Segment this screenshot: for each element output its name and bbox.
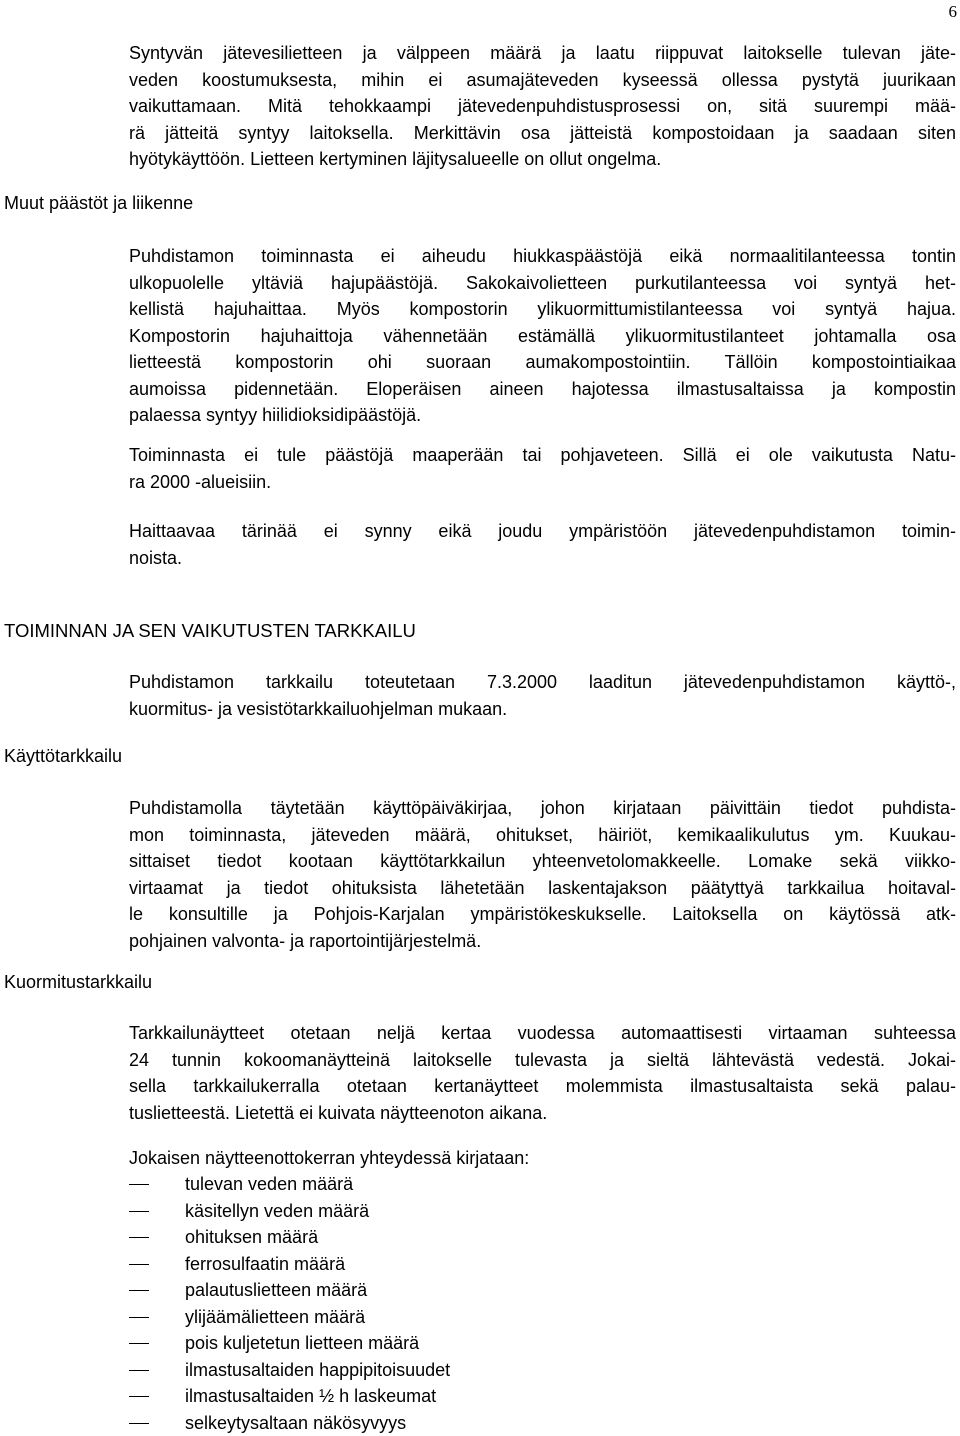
list-item bbox=[129, 1277, 450, 1304]
dash-icon bbox=[129, 1396, 149, 1397]
dash-icon bbox=[129, 1317, 149, 1318]
dash-icon bbox=[129, 1184, 149, 1185]
text-line: kuormitus- ja vesistötarkkailuohjelman mukaan. bbox=[129, 698, 508, 719]
page-number: 6 bbox=[948, 2, 957, 21]
list-item bbox=[129, 1251, 450, 1278]
text-line: sella tarkkailukerralla otetaan kertanäytteet molemmista ilmastusaltaista sekä palau- bbox=[129, 1076, 956, 1096]
list-item-label: ilmastusaltaiden ½ h laskeumat bbox=[185, 1386, 437, 1406]
text-line: kellistä hajuhaittaa. Myös kompostorin ylikuormittumistilanteessa voi syntyä hajua. bbox=[129, 299, 956, 319]
dash-icon bbox=[129, 1264, 149, 1265]
paragraph-hajupaastot bbox=[129, 243, 956, 429]
text-line: aumoissa pidennetään. Eloperäisen aineen hajotessa ilmastusaltaissa ja kompostin bbox=[129, 378, 956, 399]
text-line: noista. bbox=[129, 547, 183, 568]
text-line: Haittaavaa tärinää ei synny eikä joudu ympäristöön jätevedenpuhdistamon toimin- bbox=[129, 521, 956, 541]
bullet-intro: Jokaisen näytteenottokerran yhteydessä kirjataan: bbox=[129, 1148, 530, 1168]
side-heading-kuormitustarkkailu: Kuormitustarkkailu bbox=[4, 972, 153, 992]
text-line: ra 2000 -alueisiin. bbox=[129, 471, 272, 492]
text-line: 24 tunnin kokoomanäytteinä laitokselle tulevasta ja sieltä lähtevästä vedestä. Jokai- bbox=[129, 1049, 956, 1070]
text-line: Toiminnasta ei tule päästöjä maaperään tai pohjaveteen. Sillä ei ole vaikutusta Natu- bbox=[129, 445, 956, 465]
list-item-label: ilmastusaltaiden happipitoisuudet bbox=[185, 1359, 451, 1380]
side-heading-muut-paastot: Muut päästöt ja liikenne bbox=[4, 193, 194, 213]
text-line: vaikuttamaan. Mitä tehokkaampi jätevedenpuhdistusprosessi on, sitä suurempi mää- bbox=[129, 96, 956, 116]
list-item bbox=[129, 1198, 450, 1225]
text-line: ulkopuolelle yltäviä hajupäästöjä. Sakokaivolietteen purkutilanteessa voi syntyä het- bbox=[129, 272, 956, 293]
list-item-label: palautuslietteen määrä bbox=[185, 1280, 368, 1300]
text-line: Syntyvän jätevesilietteen ja välppeen määrä ja laatu riippuvat laitokselle tulevan jäte- bbox=[129, 43, 956, 63]
text-line: rä jätteitä syntyy laitoksella. Merkittävin osa jätteistä kompostoidaan ja saadaan siten bbox=[129, 122, 956, 143]
side-heading-kayttotarkkailu: Käyttötarkkailu bbox=[4, 746, 123, 766]
list-item-label: ylijäämälietteen määrä bbox=[185, 1306, 366, 1327]
list-item bbox=[129, 1410, 450, 1436]
text-line: pohjainen valvonta- ja raportointijärjestelmä. bbox=[129, 930, 482, 951]
list-item bbox=[129, 1171, 450, 1198]
paragraph-liete bbox=[129, 40, 956, 173]
text-line: palaessa syntyy hiilidioksidipäästöjä. bbox=[129, 405, 422, 425]
dash-icon bbox=[129, 1343, 149, 1344]
list-item bbox=[129, 1330, 450, 1357]
text-line: tuslietteestä. Lietettä ei kuivata näytteenoton aikana. bbox=[129, 1102, 548, 1123]
text-line: Puhdistamon toiminnasta ei aiheudu hiukkaspäästöjä eikä normaalitilanteessa tontin bbox=[129, 246, 956, 266]
dash-icon bbox=[129, 1211, 149, 1212]
list-item bbox=[129, 1383, 450, 1410]
section-heading: TOIMINNAN JA SEN VAIKUTUSTEN TARKKAILU bbox=[4, 620, 416, 641]
text-line: lietteestä kompostorin ohi suoraan aumakompostointiin. Tällöin kompostointiaikaa bbox=[129, 352, 956, 372]
list-item-label: ferrosulfaatin määrä bbox=[185, 1253, 346, 1274]
list-item bbox=[129, 1304, 450, 1331]
dash-icon bbox=[129, 1423, 149, 1424]
dash-icon bbox=[129, 1237, 149, 1238]
paragraph-maapera bbox=[129, 442, 956, 495]
paragraph-tarina bbox=[129, 518, 956, 571]
list-item-label: pois kuljetetun lietteen määrä bbox=[185, 1333, 420, 1353]
list-item-label: ohituksen määrä bbox=[185, 1227, 319, 1247]
text-line: le konsultille ja Pohjois-Karjalan ympäristökeskukselle. Laitoksella on käytössä atk- bbox=[129, 904, 956, 924]
text-line: hyötykäyttöön. Lietteen kertyminen läjitysalueelle on ollut ongelma. bbox=[129, 149, 662, 169]
text-line: virtaamat ja tiedot ohituksista lähetetään laskentajakson päätyttyä tarkkailua hoitaval- bbox=[129, 877, 956, 898]
text-line: mon toiminnasta, jäteveden määrä, ohitukset, häiriöt, kemikaalikulutus ym. Kuukau- bbox=[129, 824, 956, 845]
list-item-label: tulevan veden määrä bbox=[185, 1174, 354, 1194]
paragraph-tarkkailu bbox=[129, 669, 956, 722]
list-item-label: käsitellyn veden määrä bbox=[185, 1200, 370, 1221]
text-line: Puhdistamon tarkkailu toteutetaan 7.3.2000 laaditun jätevedenpuhdistamon käyttö-, bbox=[129, 672, 956, 692]
text-line: Kompostorin hajuhaittoja vähennetään estämällä ylikuormitustilanteet johtamalla osa bbox=[129, 325, 956, 346]
text-line: veden koostumuksesta, mihin ei asumajäteveden kyseessä ollessa pystytä juurikaan bbox=[129, 69, 956, 90]
dash-icon bbox=[129, 1370, 149, 1371]
text-line: sittaiset tiedot kootaan käyttötarkkailun yhteenvetolomakkeelle. Lomake sekä viikko- bbox=[129, 851, 956, 871]
list-item bbox=[129, 1224, 450, 1251]
dash-icon bbox=[129, 1290, 149, 1291]
list-item bbox=[129, 1357, 450, 1384]
list-item-label: selkeytysaltaan näkösyvyys bbox=[185, 1412, 407, 1433]
bullet-list bbox=[129, 1171, 450, 1436]
text-line: Tarkkailunäytteet otetaan neljä kertaa vuodessa automaattisesti virtaaman suhteessa bbox=[129, 1023, 956, 1043]
text-line: Puhdistamolla täytetään käyttöpäiväkirjaa, johon kirjataan päivittäin tiedot puhdista- bbox=[129, 798, 956, 818]
paragraph-kayttopaivakirja bbox=[129, 795, 956, 954]
paragraph-naytteet bbox=[129, 1020, 956, 1126]
